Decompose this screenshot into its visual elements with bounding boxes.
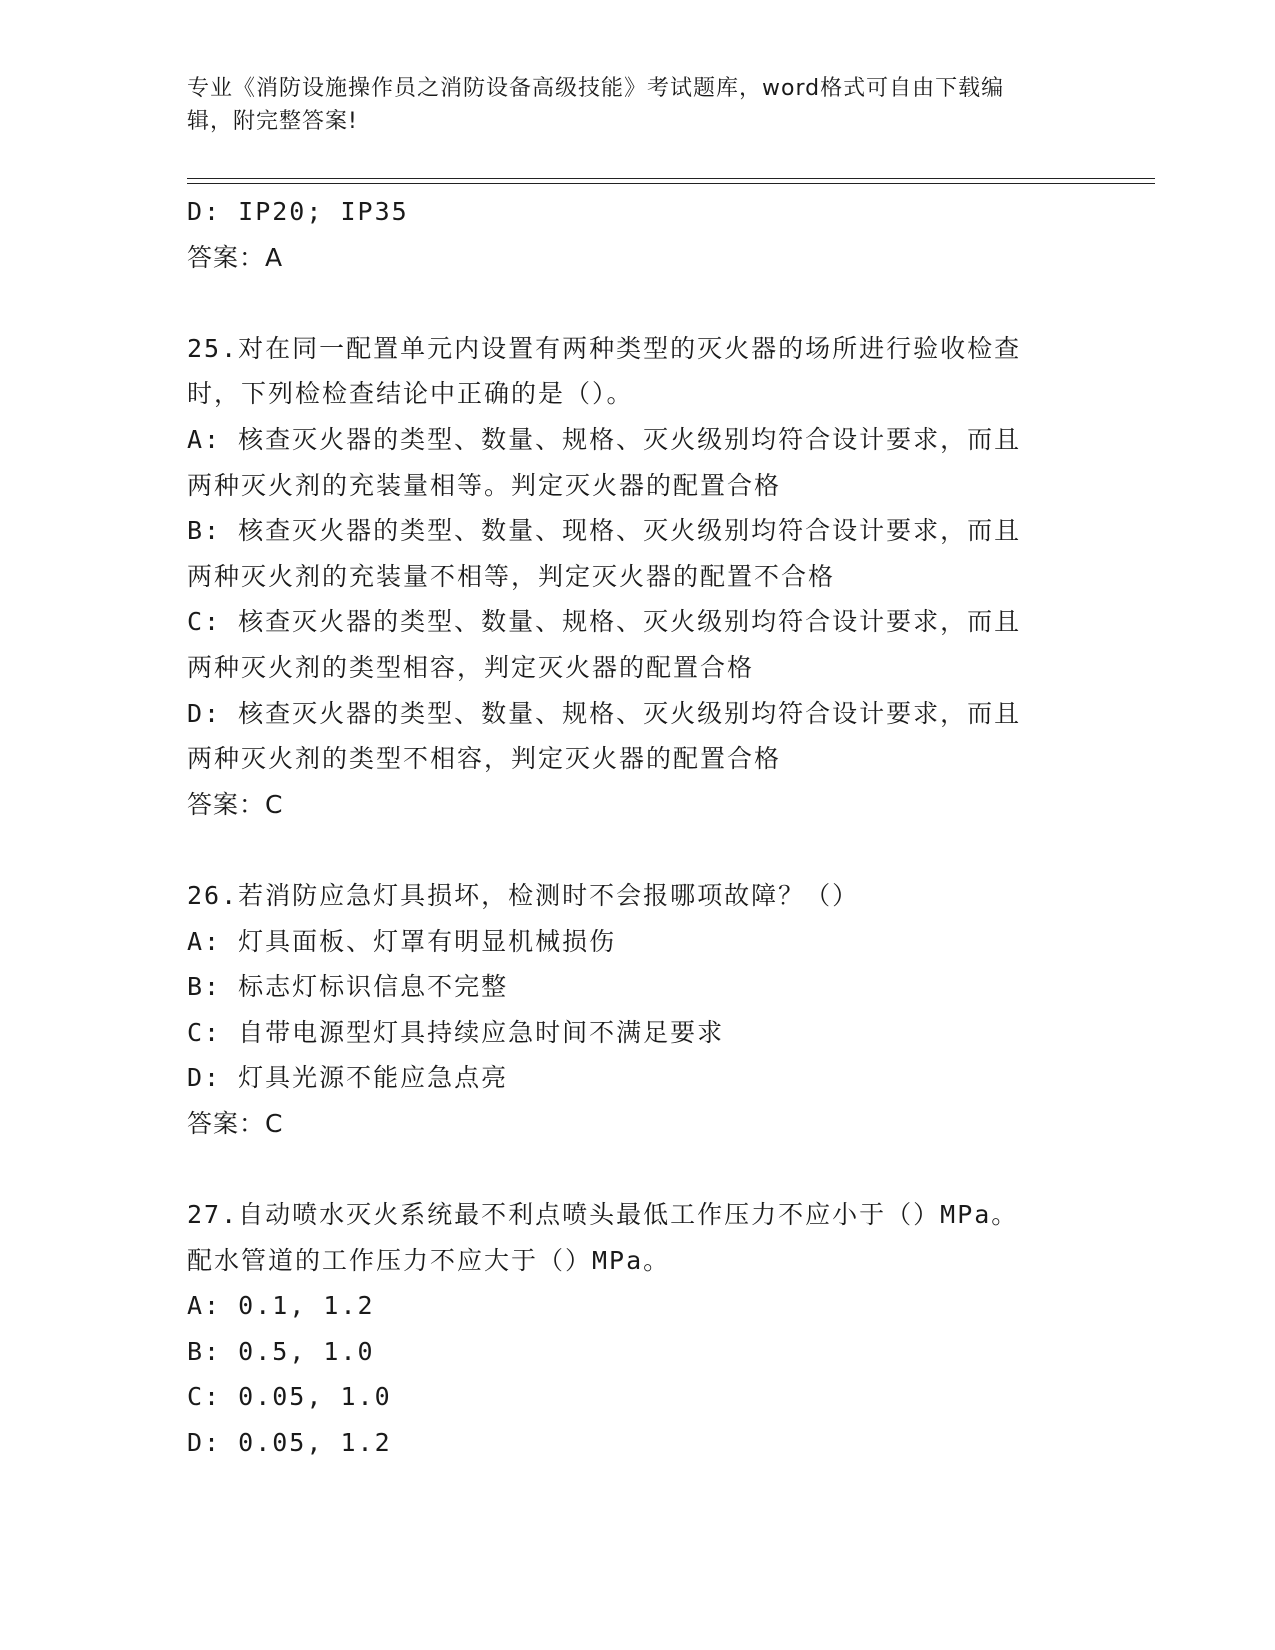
- option-b: B: 0.5, 1.0: [187, 1336, 375, 1366]
- option-d: D: 0.05, 1.2: [187, 1428, 392, 1458]
- option-a: A: 0.1, 1.2: [187, 1291, 375, 1321]
- option-c: C: 自带电源型灯具持续应急时间不满足要求: [187, 1017, 725, 1047]
- answer-line: 答案：C: [187, 1108, 284, 1138]
- option-d: D: IP20; IP35: [187, 197, 409, 226]
- question-26: [187, 873, 1087, 1147]
- option-d: D: 核查灭火器的类型、数量、规格、灭火级别均符合设计要求，而且: [187, 698, 1022, 728]
- question-stem: 25.对在同一配置单元内设置有两种类型的灭火器的场所进行验收检查: [187, 333, 1022, 363]
- question-body: [187, 189, 1087, 1466]
- option-c: C: 0.05, 1.0: [187, 1382, 392, 1412]
- header-rule-bottom: [187, 183, 1155, 184]
- option-b: B: 标志灯标识信息不完整: [187, 972, 509, 1002]
- spacer: [187, 1146, 1087, 1192]
- option-d: D: 灯具光源不能应急点亮: [187, 1063, 509, 1093]
- question-stem: 26.若消防应急灯具损坏，检测时不会报哪项故障？（）: [187, 880, 860, 910]
- option-c-continued: 两种灭火剂的类型相容，判定灭火器的配置合格: [187, 652, 755, 682]
- option-a-continued: 两种灭火剂的充装量相等。判定灭火器的配置合格: [187, 470, 782, 500]
- page-header: [187, 72, 1067, 138]
- question-stem-continued: 配水管道的工作压力不应大于（）MPa。: [187, 1245, 671, 1275]
- header-line-2: 辑，附完整答案!: [187, 109, 358, 134]
- previous-question-tail: [187, 189, 1087, 280]
- option-c: C: 核查灭火器的类型、数量、规格、灭火级别均符合设计要求，而且: [187, 607, 1022, 637]
- question-stem-continued: 时，下列检检查结论中正确的是（）。: [187, 379, 634, 409]
- option-a: A: 核查灭火器的类型、数量、规格、灭火级别均符合设计要求，而且: [187, 424, 1022, 454]
- option-b-continued: 两种灭火剂的充装量不相等，判定灭火器的配置不合格: [187, 561, 836, 591]
- question-25: [187, 326, 1087, 828]
- spacer: [187, 280, 1087, 326]
- option-a: A: 灯具面板、灯罩有明显机械损伤: [187, 926, 617, 956]
- header-line-1: 专业《消防设施操作员之消防设备高级技能》考试题库，word格式可自由下载编: [187, 76, 1005, 101]
- question-27: [187, 1192, 1087, 1466]
- spacer: [187, 827, 1087, 873]
- header-rule-top: [187, 178, 1155, 179]
- answer-line: 答案：A: [187, 242, 284, 272]
- question-stem: 27.自动喷水灭火系统最不利点喷头最低工作压力不应小于（）MPa。: [187, 1200, 1019, 1230]
- option-d-continued: 两种灭火剂的类型不相容，判定灭火器的配置合格: [187, 744, 782, 774]
- option-b: B: 核查灭火器的类型、数量、现格、灭火级别均符合设计要求，而且: [187, 516, 1022, 546]
- answer-line: 答案：C: [187, 789, 284, 819]
